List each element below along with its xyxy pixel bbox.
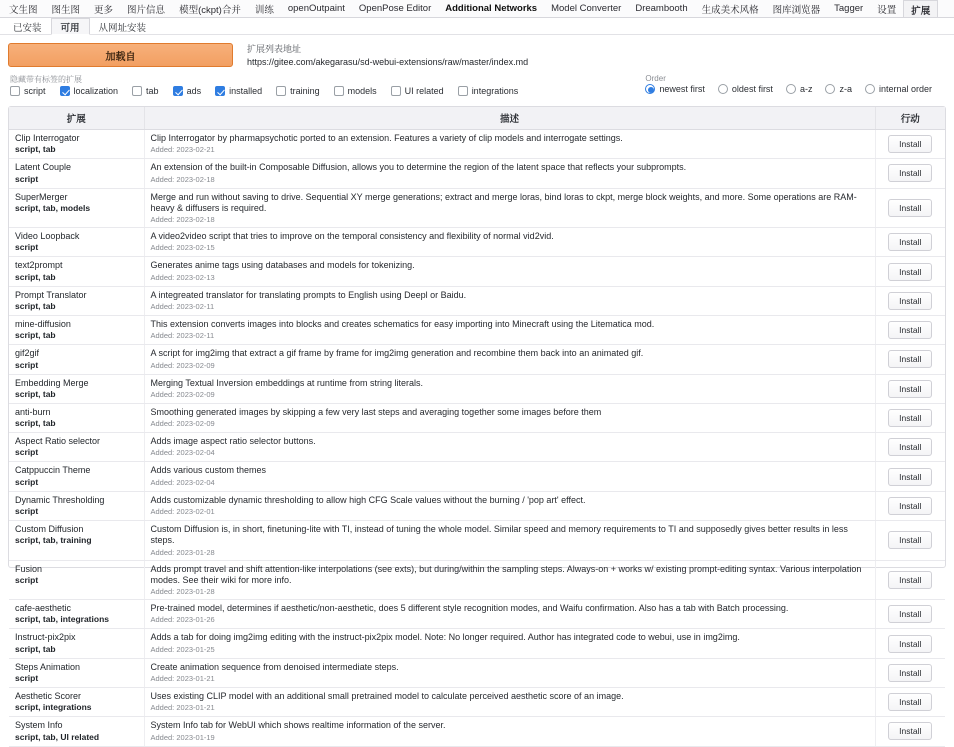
- controls-panel: [0, 35, 954, 100]
- tag-filter-ui-related[interactable]: [391, 86, 444, 96]
- cell-action: [875, 315, 945, 344]
- extensions-table-container[interactable]: [8, 106, 946, 742]
- install-button[interactable]: Install: [888, 722, 932, 740]
- extension-name: Catppuccin Theme: [15, 465, 91, 476]
- main-tab-bar: [0, 0, 954, 18]
- extension-index-field: [247, 41, 528, 67]
- tag-filter-tab[interactable]: [132, 86, 159, 96]
- extension-description: Smoothing generated images by skipping a few very last steps and averaging together some images before them: [150, 406, 602, 417]
- main-tab-2[interactable]: 更多: [94, 4, 114, 16]
- extension-name: anti-burn: [15, 406, 51, 417]
- order-option-oldest-first[interactable]: [718, 84, 773, 94]
- checkbox-icon[interactable]: [334, 86, 344, 96]
- checkbox-icon[interactable]: [173, 86, 183, 96]
- table-row: [9, 658, 945, 687]
- extension-description: Adds a tab for doing img2img editing with the instruct-pix2pix model. Note: No longer required. Author has integrated code to webui, use in img2img.: [150, 632, 740, 643]
- extension-tags: script, tab, integrations: [15, 614, 109, 625]
- cell-description: [144, 228, 875, 257]
- extension-description: An extension of the built-in Composable Diffusion, allows you to determine the region of the latent space that reflects your subprompts.: [150, 162, 687, 173]
- extensions-sub-tab-1[interactable]: 可用: [51, 18, 90, 35]
- extensions-sub-tab-0[interactable]: 已安装: [13, 22, 42, 34]
- install-button[interactable]: Install: [888, 497, 932, 515]
- cell-action: [875, 286, 945, 315]
- extension-tags: script, tab, UI related: [15, 731, 100, 742]
- table-header-row: [9, 107, 945, 130]
- extension-tags: script, tab: [15, 144, 56, 155]
- extension-name: gif2gif: [15, 348, 40, 359]
- checkbox-icon[interactable]: [276, 86, 286, 96]
- tag-filter-label: training: [290, 86, 320, 96]
- load-button-column: [8, 41, 233, 67]
- table-row: [9, 521, 945, 561]
- extension-name: Steps Animation: [15, 661, 81, 672]
- table-row: [9, 403, 945, 432]
- extension-description: Merge and run without saving to drive. Sequential XY merge generations; extract and merge loras, bind loras to ckpt, merge block weights, and more. Some operations are RAM-heavy & diffusers is required.: [150, 191, 857, 213]
- cell-description: [144, 560, 875, 600]
- cell-extension: [9, 345, 144, 374]
- tag-filter-label: models: [347, 86, 377, 96]
- cell-extension: [9, 228, 144, 257]
- tag-filter-training[interactable]: [276, 86, 320, 96]
- checkbox-icon[interactable]: [215, 86, 225, 96]
- extension-description: A integreated translator for translating prompts to English using Deepl or Baidu.: [150, 289, 467, 300]
- cell-description: [144, 315, 875, 344]
- extension-description: Adds prompt travel and shift attention-like interpolations (see exts), but during/within the sampling steps. Always-on + works w/ existing prompt-editing syntax. Various interpolation modes. See their wiki for more info.: [150, 563, 862, 585]
- main-tab-11[interactable]: 生成美术风格: [701, 4, 759, 16]
- extension-tags: script, tab, training: [15, 535, 92, 546]
- order-option-label: newest first: [659, 84, 705, 94]
- tag-filter-label: tab: [146, 86, 159, 96]
- table-row: [9, 315, 945, 344]
- cell-action: [875, 188, 945, 228]
- extension-added-date: Added: 2023-01-25: [150, 644, 215, 654]
- extension-tags: script, tab: [15, 300, 56, 311]
- install-button[interactable]: Install: [888, 164, 932, 182]
- order-option-label: a-z: [799, 84, 813, 94]
- main-tab-4[interactable]: 模型(ckpt)合并: [179, 4, 241, 16]
- cell-action: [875, 374, 945, 403]
- extension-description: Adds image aspect ratio selector buttons.: [150, 436, 316, 447]
- cell-description: [144, 600, 875, 629]
- cell-description: [144, 257, 875, 286]
- extension-description: Clip Interrogator by pharmapsychotic ported to an extension. Features a variety of clip models and interrogate settings.: [150, 133, 623, 143]
- extension-tags: script: [15, 574, 39, 585]
- cell-description: [144, 345, 875, 374]
- header-action: 行动: [875, 107, 945, 130]
- checkbox-icon[interactable]: [60, 86, 70, 96]
- main-tab-1[interactable]: 图生图: [51, 4, 81, 16]
- extension-index-label: 扩展列表地址: [247, 44, 302, 54]
- load-from-button[interactable]: 加载自: [8, 43, 233, 67]
- order-option-label: internal order: [878, 84, 932, 94]
- cell-extension: [9, 315, 144, 344]
- hide-tags-group: [8, 69, 518, 96]
- cell-action: [875, 159, 945, 188]
- extension-added-date: Added: 2023-02-13: [150, 272, 215, 282]
- extension-description: Merging Textual Inversion embeddings at runtime from string literals.: [150, 377, 423, 388]
- main-tab-14[interactable]: 设置: [877, 4, 897, 16]
- cell-description: [144, 629, 875, 658]
- main-tab-9[interactable]: Model Converter: [551, 3, 622, 14]
- extension-added-date: Added: 2023-01-19: [150, 732, 215, 742]
- header-description: 描述: [144, 107, 875, 130]
- main-tab-6[interactable]: openOutpaint: [287, 3, 345, 14]
- install-button[interactable]: Install: [888, 380, 932, 398]
- extensions-sub-tab-2[interactable]: 从网址安装: [98, 22, 147, 34]
- main-tab-0[interactable]: 文生图: [9, 4, 38, 16]
- extension-name: Latent Couple: [15, 162, 72, 173]
- tag-filter-installed[interactable]: [215, 86, 262, 96]
- extension-name: Video Loopback: [15, 231, 80, 242]
- extension-name: Aesthetic Scorer: [15, 690, 82, 701]
- cell-action: [875, 560, 945, 600]
- table-row: [9, 717, 945, 746]
- cell-extension: [9, 462, 144, 491]
- install-button[interactable]: Install: [888, 409, 932, 427]
- main-tab-8[interactable]: Additional Networks: [445, 3, 538, 14]
- tag-filter-label: integrations: [471, 86, 519, 96]
- extension-added-date: Added: 2023-02-21: [150, 145, 215, 155]
- main-tab-12[interactable]: 图库浏览器: [772, 4, 821, 16]
- install-button[interactable]: Install: [888, 635, 932, 653]
- extension-description: Pre-trained model, determines if aesthetic/non-aesthetic, does 5 different style recognition modes, and Waifu confirmation. Also has a tab with Batch processing.: [150, 603, 789, 614]
- tag-filter-localization[interactable]: [60, 86, 119, 96]
- extension-tags: script: [15, 672, 39, 683]
- cell-description: [144, 658, 875, 687]
- install-button[interactable]: Install: [888, 438, 932, 456]
- header-extension: 扩展: [9, 107, 144, 130]
- table-row: [9, 228, 945, 257]
- checkbox-icon[interactable]: [458, 86, 468, 96]
- tag-filter-integrations[interactable]: [458, 86, 519, 96]
- order-label: Order: [645, 74, 666, 83]
- table-row: [9, 130, 945, 159]
- extension-added-date: Added: 2023-02-09: [150, 389, 215, 399]
- cell-action: [875, 521, 945, 561]
- cell-description: [144, 462, 875, 491]
- hide-tags-label: 隐藏带有标签的扩展: [10, 75, 82, 84]
- extension-added-date: Added: 2023-01-21: [150, 703, 215, 713]
- extension-tags: script: [15, 242, 39, 253]
- cell-extension: [9, 491, 144, 520]
- cell-description: [144, 286, 875, 315]
- cell-action: [875, 130, 945, 159]
- extension-added-date: Added: 2023-01-28: [150, 587, 215, 597]
- radio-icon[interactable]: [786, 84, 796, 94]
- extension-description: A video2video script that tries to improve on the temporal consistency and flexibility of normal vid2vid.: [150, 231, 554, 242]
- checkbox-icon[interactable]: [10, 86, 20, 96]
- cell-action: [875, 717, 945, 746]
- cell-action: [875, 228, 945, 257]
- extension-tags: script: [15, 447, 39, 458]
- extension-index-url[interactable]: https://gitee.com/akegarasu/sd-webui-extensions/raw/master/index.md: [247, 57, 529, 67]
- extension-tags: script, integrations: [15, 702, 92, 713]
- cell-extension: [9, 374, 144, 403]
- extension-added-date: Added: 2023-02-18: [150, 215, 215, 225]
- install-button[interactable]: Install: [888, 693, 932, 711]
- extension-tags: script, tab: [15, 643, 56, 654]
- extension-name: cafe-aesthetic: [15, 603, 72, 614]
- table-row: [9, 374, 945, 403]
- cell-extension: [9, 433, 144, 462]
- extension-added-date: Added: 2023-02-18: [150, 174, 215, 184]
- radio-icon[interactable]: [645, 84, 655, 94]
- cell-description: [144, 687, 875, 716]
- extension-name: Fusion: [15, 563, 43, 574]
- extension-description: Generates anime tags using databases and models for tokenizing.: [150, 260, 415, 271]
- cell-description: [144, 403, 875, 432]
- tag-filter-label: installed: [229, 86, 263, 96]
- extension-name: Instruct-pix2pix: [15, 632, 76, 643]
- extensions-sub-tab-bar: [0, 18, 954, 35]
- extensions-table: [9, 107, 945, 747]
- tag-filter-models[interactable]: [334, 86, 377, 96]
- install-button[interactable]: Install: [888, 531, 932, 549]
- cell-action: [875, 687, 945, 716]
- tag-filter-label: script: [24, 86, 46, 96]
- cell-description: [144, 159, 875, 188]
- radio-icon[interactable]: [718, 84, 728, 94]
- extension-tags: script, tab, models: [15, 202, 91, 213]
- extension-name: SuperMerger: [15, 191, 68, 202]
- tag-filter-script[interactable]: [10, 86, 46, 96]
- order-group: [645, 69, 946, 94]
- extension-name: System Info: [15, 720, 63, 731]
- cell-extension: [9, 159, 144, 188]
- cell-action: [875, 658, 945, 687]
- extension-added-date: Added: 2023-02-04: [150, 477, 215, 487]
- table-row: [9, 462, 945, 491]
- table-row: [9, 491, 945, 520]
- extension-tags: script: [15, 359, 39, 370]
- radio-icon[interactable]: [825, 84, 835, 94]
- extension-description: Uses existing CLIP model with an additional small pretrained model to calculate perceived aesthetic score of an image.: [150, 690, 624, 701]
- extension-description: Custom Diffusion is, in short, finetuning-lite with TI, instead of tuning the whole model. Similar speed and memory requirements to TI and supposedly gives better results in less steps.: [150, 524, 848, 546]
- cell-extension: [9, 560, 144, 600]
- install-button[interactable]: Install: [888, 321, 932, 339]
- cell-description: [144, 433, 875, 462]
- extension-tags: script, tab: [15, 271, 56, 282]
- extension-added-date: Added: 2023-01-28: [150, 547, 215, 557]
- cell-description: [144, 188, 875, 228]
- cell-extension: [9, 286, 144, 315]
- table-row: [9, 159, 945, 188]
- cell-extension: [9, 629, 144, 658]
- main-tab-5[interactable]: 训练: [254, 4, 274, 16]
- cell-action: [875, 491, 945, 520]
- order-option-newest-first[interactable]: [645, 84, 705, 94]
- cell-action: [875, 433, 945, 462]
- extension-tags: script: [15, 506, 39, 517]
- cell-action: [875, 345, 945, 374]
- table-row: [9, 345, 945, 374]
- extension-tags: script: [15, 173, 39, 184]
- cell-extension: [9, 403, 144, 432]
- extension-added-date: Added: 2023-02-04: [150, 448, 215, 458]
- extension-added-date: Added: 2023-02-09: [150, 360, 215, 370]
- extension-name: Clip Interrogator: [15, 133, 80, 143]
- extension-tags: script: [15, 476, 39, 487]
- cell-action: [875, 462, 945, 491]
- main-tab-10[interactable]: Dreambooth: [635, 3, 688, 14]
- table-row: [9, 687, 945, 716]
- order-option-label: z-a: [839, 84, 852, 94]
- order-option-label: oldest first: [731, 84, 773, 94]
- cell-action: [875, 257, 945, 286]
- extension-description: Adds various custom themes: [150, 465, 267, 476]
- order-radios: [645, 84, 932, 94]
- cell-extension: [9, 717, 144, 746]
- order-option-internal-order[interactable]: [865, 84, 932, 94]
- extension-name: Prompt Translator: [15, 289, 87, 300]
- cell-description: [144, 130, 875, 159]
- extension-added-date: Added: 2023-01-26: [150, 615, 215, 625]
- install-button[interactable]: Install: [888, 571, 932, 589]
- checkbox-icon[interactable]: [391, 86, 401, 96]
- cell-extension: [9, 521, 144, 561]
- install-button[interactable]: Install: [888, 468, 932, 486]
- main-tab-13[interactable]: Tagger: [834, 3, 864, 14]
- cell-action: [875, 600, 945, 629]
- order-option-z-a[interactable]: [825, 84, 852, 94]
- tag-filter-label: UI related: [404, 86, 444, 96]
- main-tab-7[interactable]: OpenPose Editor: [358, 3, 432, 14]
- install-button[interactable]: Install: [888, 350, 932, 368]
- tag-filter-checkboxes: [8, 86, 518, 96]
- cell-extension: [9, 257, 144, 286]
- extension-tags: script, tab: [15, 418, 56, 429]
- order-option-a-z[interactable]: [786, 84, 813, 94]
- tag-filter-label: ads: [186, 86, 202, 96]
- extension-added-date: Added: 2023-02-15: [150, 243, 215, 253]
- extension-name: Aspect Ratio selector: [15, 436, 101, 447]
- cell-description: [144, 521, 875, 561]
- table-body: [9, 130, 945, 747]
- extension-description: This extension converts images into blocks and creates schematics for easy importing into Minecraft using the Litematica mod.: [150, 318, 655, 329]
- table-row: [9, 433, 945, 462]
- table-row: [9, 257, 945, 286]
- extension-name: Embedding Merge: [15, 377, 89, 388]
- install-button[interactable]: Install: [888, 664, 932, 682]
- cell-extension: [9, 188, 144, 228]
- extension-description: Adds customizable dynamic thresholding to allow high CFG Scale values without the burning / 'pop art' effect.: [150, 494, 586, 505]
- extension-description: System Info tab for WebUI which shows realtime information of the server.: [150, 720, 446, 731]
- extension-tags: script, tab: [15, 388, 56, 399]
- cell-extension: [9, 130, 144, 159]
- cell-description: [144, 491, 875, 520]
- cell-description: [144, 374, 875, 403]
- table-row: [9, 600, 945, 629]
- extension-added-date: Added: 2023-02-11: [150, 301, 215, 311]
- extension-added-date: Added: 2023-02-01: [150, 507, 215, 517]
- cell-description: [144, 717, 875, 746]
- cell-action: [875, 629, 945, 658]
- extension-added-date: Added: 2023-01-21: [150, 673, 215, 683]
- table-row: [9, 188, 945, 228]
- main-tab-3[interactable]: 图片信息: [127, 4, 166, 16]
- main-tab-15[interactable]: 扩展: [903, 0, 938, 17]
- table-row: [9, 629, 945, 658]
- extension-name: Custom Diffusion: [15, 524, 84, 535]
- extension-added-date: Added: 2023-02-09: [150, 419, 215, 429]
- tag-filter-label: localization: [73, 86, 119, 96]
- install-button[interactable]: Install: [888, 199, 932, 217]
- table-head: [9, 107, 945, 130]
- extension-name: mine-diffusion: [15, 318, 71, 329]
- table-row: [9, 286, 945, 315]
- checkbox-icon[interactable]: [132, 86, 142, 96]
- extension-added-date: Added: 2023-02-11: [150, 331, 215, 341]
- extension-name: Dynamic Thresholding: [15, 494, 105, 505]
- install-button[interactable]: Install: [888, 605, 932, 623]
- cell-extension: [9, 600, 144, 629]
- cell-action: [875, 403, 945, 432]
- extension-tags: script, tab: [15, 330, 56, 341]
- extension-description: Create animation sequence from denoised intermediate steps.: [150, 661, 399, 672]
- install-button[interactable]: Install: [888, 135, 932, 153]
- extension-description: A script for img2img that extract a gif frame by frame for img2img generation and recombine them back into an animated gif.: [150, 348, 644, 359]
- cell-extension: [9, 658, 144, 687]
- install-button[interactable]: Install: [888, 233, 932, 251]
- install-button[interactable]: Install: [888, 292, 932, 310]
- install-button[interactable]: Install: [888, 263, 932, 281]
- cell-extension: [9, 687, 144, 716]
- tag-filter-ads[interactable]: [173, 86, 202, 96]
- table-row: [9, 560, 945, 600]
- extension-name: text2prompt: [15, 260, 63, 271]
- radio-icon[interactable]: [865, 84, 875, 94]
